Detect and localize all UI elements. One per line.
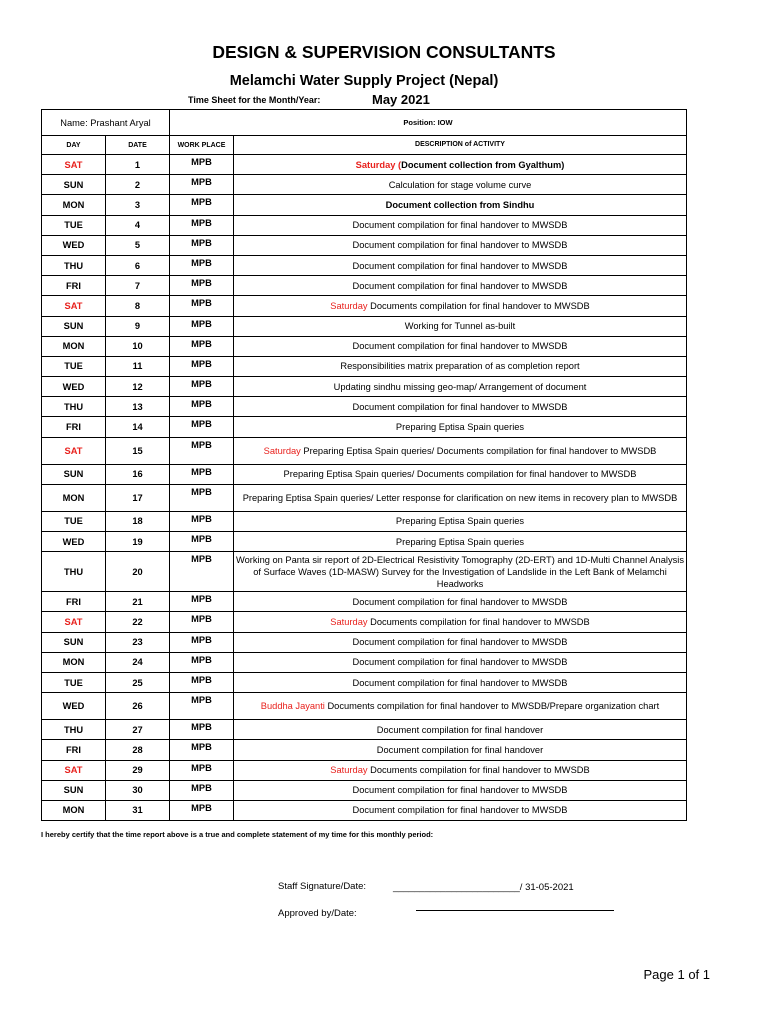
day-cell: TUE xyxy=(42,672,106,692)
day-cell: THU xyxy=(42,720,106,740)
day-cell: THU xyxy=(42,255,106,275)
description-text: Preparing Eptisa Spain queries/ Documents compilation for final handover to MWSDB xyxy=(300,445,657,456)
table-row xyxy=(42,437,687,464)
day-cell: WED xyxy=(42,532,106,552)
date-cell: 7 xyxy=(106,276,170,296)
description-highlight: Saturday xyxy=(330,765,368,776)
day-cell: WED xyxy=(42,693,106,720)
description-cell xyxy=(234,255,687,275)
table-row xyxy=(42,417,687,437)
day-cell: SUN xyxy=(42,464,106,484)
work-place-cell: MPB xyxy=(170,740,234,760)
date-cell: 12 xyxy=(106,377,170,397)
description-highlight: Saturday xyxy=(330,300,368,311)
date-cell: 22 xyxy=(106,612,170,632)
description-text: Document compilation for final handover to MWSDB xyxy=(352,785,568,796)
date-cell: 6 xyxy=(106,255,170,275)
description-cell xyxy=(234,235,687,255)
table-row xyxy=(42,235,687,255)
work-place-cell: MPB xyxy=(170,511,234,531)
description-cell xyxy=(234,296,687,316)
date-cell: 14 xyxy=(106,417,170,437)
date-cell: 24 xyxy=(106,652,170,672)
work-place-cell: MPB xyxy=(170,464,234,484)
description-cell xyxy=(234,175,687,195)
description-cell xyxy=(234,437,687,464)
description-cell xyxy=(234,356,687,376)
table-row xyxy=(42,276,687,296)
date-cell: 26 xyxy=(106,693,170,720)
description-text: Preparing Eptisa Spain queries/ Letter response for clarification on new items in recovery plan to MWSDB xyxy=(242,492,678,503)
table-row xyxy=(42,356,687,376)
description-highlight: Saturday ( xyxy=(355,159,402,170)
description-cell xyxy=(234,276,687,296)
work-place-cell: MPB xyxy=(170,532,234,552)
description-cell xyxy=(234,740,687,760)
day-cell: MON xyxy=(42,336,106,356)
description-text: Documents compilation for final handover to MWSDB xyxy=(367,616,590,627)
work-place-cell: MPB xyxy=(170,780,234,800)
table-row xyxy=(42,484,687,511)
description-text: Document compilation for final handover to MWSDB xyxy=(352,260,568,271)
description-text: Document compilation for final handover to MWSDB xyxy=(352,220,568,231)
description-text: Preparing Eptisa Spain queries xyxy=(395,536,525,547)
project-subtitle: Melamchi Water Supply Project (Nepal) xyxy=(229,73,499,89)
description-text: Document compilation for final handover to MWSDB xyxy=(352,657,568,668)
work-place-cell: MPB xyxy=(170,437,234,464)
table-row xyxy=(42,195,687,215)
day-cell: SAT xyxy=(42,437,106,464)
work-place-cell: MPB xyxy=(170,417,234,437)
table-row xyxy=(42,255,687,275)
description-cell xyxy=(234,760,687,780)
date-cell: 9 xyxy=(106,316,170,336)
description-text: Document compilation for final handover to MWSDB xyxy=(352,341,568,352)
table-row xyxy=(42,336,687,356)
description-text: Preparing Eptisa Spain queries xyxy=(395,422,525,433)
day-cell: SAT xyxy=(42,612,106,632)
description-cell xyxy=(234,632,687,652)
day-cell: WED xyxy=(42,377,106,397)
column-header-description: DESCRIPTION of ACTIVITY xyxy=(234,136,687,155)
description-cell xyxy=(234,336,687,356)
work-place-cell: MPB xyxy=(170,652,234,672)
date-cell: 4 xyxy=(106,215,170,235)
signature-value: ________________________/ 31-05-2021 xyxy=(393,882,574,893)
description-text: Document compilation for final handover to MWSDB xyxy=(352,401,568,412)
day-cell: FRI xyxy=(42,417,106,437)
description-cell xyxy=(234,552,687,592)
date-cell: 19 xyxy=(106,532,170,552)
description-text: Preparing Eptisa Spain queries/ Documents compilation for final handover to MWSDB xyxy=(283,469,637,480)
description-cell xyxy=(234,672,687,692)
work-place-cell: MPB xyxy=(170,175,234,195)
description-cell xyxy=(234,720,687,740)
work-place-cell: MPB xyxy=(170,276,234,296)
info-row xyxy=(42,110,687,136)
day-cell: SAT xyxy=(42,296,106,316)
description-highlight: Saturday xyxy=(263,445,301,456)
date-cell: 1 xyxy=(106,155,170,175)
date-cell: 28 xyxy=(106,740,170,760)
column-header-date: DATE xyxy=(106,136,170,155)
description-text: Responsibilities matrix preparation of as completion report xyxy=(340,361,580,372)
work-place-cell: MPB xyxy=(170,215,234,235)
employee-name: Name: Prashant Aryal xyxy=(42,110,170,136)
description-text: Updating sindhu missing geo-map/ Arrangement of document xyxy=(333,381,587,392)
date-cell: 10 xyxy=(106,336,170,356)
date-cell: 21 xyxy=(106,592,170,612)
day-cell: SUN xyxy=(42,316,106,336)
description-text: Document collection from Gyalthum) xyxy=(401,159,565,170)
description-cell xyxy=(234,417,687,437)
date-cell: 20 xyxy=(106,552,170,592)
description-cell xyxy=(234,195,687,215)
description-text: Document compilation for final handover xyxy=(376,724,544,735)
date-cell: 17 xyxy=(106,484,170,511)
day-cell: MON xyxy=(42,195,106,215)
day-cell: SUN xyxy=(42,175,106,195)
work-place-cell: MPB xyxy=(170,672,234,692)
date-cell: 29 xyxy=(106,760,170,780)
description-text: Calculation for stage volume curve xyxy=(388,179,532,190)
employee-position: Position: IOW xyxy=(170,110,687,136)
description-text: Document compilation for final handover to MWSDB xyxy=(352,637,568,648)
description-cell xyxy=(234,693,687,720)
description-cell xyxy=(234,532,687,552)
work-place-cell: MPB xyxy=(170,356,234,376)
day-cell: WED xyxy=(42,235,106,255)
work-place-cell: MPB xyxy=(170,612,234,632)
description-cell xyxy=(234,377,687,397)
approved-signature-line xyxy=(416,910,614,911)
work-place-cell: MPB xyxy=(170,800,234,820)
description-cell xyxy=(234,592,687,612)
description-text: Working on Panta sir report of 2D-Electrical Resistivity Tomography (2D-ERT) and 1D-Multi Channel Analysis of Surface Waves (1D-MASW) Survey for the Investigation of Landslide in the Left Bank of Melamchi Headworks xyxy=(236,554,684,589)
date-cell: 18 xyxy=(106,511,170,531)
description-text: Document compilation for final handover to MWSDB xyxy=(352,596,568,607)
description-text: Document compilation for final handover to MWSDB xyxy=(352,280,568,291)
day-cell: THU xyxy=(42,397,106,417)
description-cell xyxy=(234,464,687,484)
description-text: Document compilation for final handover xyxy=(376,744,544,755)
work-place-cell: MPB xyxy=(170,235,234,255)
date-cell: 27 xyxy=(106,720,170,740)
table-row xyxy=(42,780,687,800)
table-row xyxy=(42,800,687,820)
month-value: May 2021 xyxy=(372,92,430,107)
day-cell: MON xyxy=(42,484,106,511)
table-row xyxy=(42,155,687,175)
document-title: DESIGN & SUPERVISION CONSULTANTS xyxy=(212,42,556,62)
description-text: Documents compilation for final handover to MWSDB/Prepare organization chart xyxy=(324,701,660,712)
work-place-cell: MPB xyxy=(170,592,234,612)
description-text: Document collection from Sindhu xyxy=(385,199,535,210)
table-row xyxy=(42,652,687,672)
day-cell: FRI xyxy=(42,276,106,296)
description-highlight: Buddha Jayanti xyxy=(260,701,325,712)
day-cell: SUN xyxy=(42,632,106,652)
date-cell: 16 xyxy=(106,464,170,484)
date-cell: 8 xyxy=(106,296,170,316)
signature-label: Staff Signature/Date: xyxy=(278,881,367,892)
certification-statement: I hereby certify that the time report above is a true and complete statement of my time for this monthly period: xyxy=(41,830,434,839)
table-row xyxy=(42,720,687,740)
description-cell xyxy=(234,215,687,235)
page-number: Page 1 of 1 xyxy=(643,967,710,982)
day-cell: THU xyxy=(42,552,106,592)
work-place-cell: MPB xyxy=(170,255,234,275)
table-row xyxy=(42,532,687,552)
description-cell xyxy=(234,780,687,800)
work-place-cell: MPB xyxy=(170,336,234,356)
approved-label: Approved by/Date: xyxy=(278,908,357,919)
work-place-cell: MPB xyxy=(170,552,234,592)
table-row xyxy=(42,316,687,336)
table-row xyxy=(42,693,687,720)
work-place-cell: MPB xyxy=(170,760,234,780)
work-place-cell: MPB xyxy=(170,397,234,417)
column-header-row xyxy=(42,136,687,155)
month-label: Time Sheet for the Month/Year: xyxy=(188,95,321,105)
date-cell: 15 xyxy=(106,437,170,464)
date-cell: 30 xyxy=(106,780,170,800)
description-cell xyxy=(234,155,687,175)
table-row xyxy=(42,592,687,612)
day-cell: SAT xyxy=(42,155,106,175)
table-row xyxy=(42,296,687,316)
column-header-day: DAY xyxy=(42,136,106,155)
date-cell: 25 xyxy=(106,672,170,692)
work-place-cell: MPB xyxy=(170,693,234,720)
work-place-cell: MPB xyxy=(170,155,234,175)
day-cell: MON xyxy=(42,652,106,672)
date-cell: 31 xyxy=(106,800,170,820)
day-cell: SUN xyxy=(42,780,106,800)
day-cell: MON xyxy=(42,800,106,820)
description-highlight: Saturday xyxy=(330,616,368,627)
table-row xyxy=(42,397,687,417)
table-row xyxy=(42,464,687,484)
table-row xyxy=(42,175,687,195)
table-row xyxy=(42,760,687,780)
date-cell: 13 xyxy=(106,397,170,417)
description-cell xyxy=(234,316,687,336)
work-place-cell: MPB xyxy=(170,316,234,336)
date-cell: 5 xyxy=(106,235,170,255)
date-cell: 23 xyxy=(106,632,170,652)
day-cell: TUE xyxy=(42,356,106,376)
description-text: Documents compilation for final handover to MWSDB xyxy=(367,300,590,311)
table-row xyxy=(42,511,687,531)
day-cell: TUE xyxy=(42,511,106,531)
timesheet-table xyxy=(41,109,687,821)
description-text: Working for Tunnel as-built xyxy=(404,321,516,332)
work-place-cell: MPB xyxy=(170,377,234,397)
date-cell: 2 xyxy=(106,175,170,195)
description-text: Document compilation for final handover to MWSDB xyxy=(352,805,568,816)
description-text: Document compilation for final handover to MWSDB xyxy=(352,240,568,251)
description-text: Documents compilation for final handover to MWSDB xyxy=(367,765,590,776)
description-cell xyxy=(234,397,687,417)
description-cell xyxy=(234,511,687,531)
work-place-cell: MPB xyxy=(170,484,234,511)
table-row xyxy=(42,632,687,652)
description-text: Preparing Eptisa Spain queries xyxy=(395,516,525,527)
day-cell: SAT xyxy=(42,760,106,780)
description-cell xyxy=(234,612,687,632)
description-cell xyxy=(234,652,687,672)
work-place-cell: MPB xyxy=(170,720,234,740)
work-place-cell: MPB xyxy=(170,632,234,652)
table-row xyxy=(42,377,687,397)
table-row xyxy=(42,552,687,592)
column-header-work-place: WORK PLACE xyxy=(170,136,234,155)
description-text: Document compilation for final handover to MWSDB xyxy=(352,677,568,688)
date-cell: 3 xyxy=(106,195,170,215)
work-place-cell: MPB xyxy=(170,296,234,316)
description-cell xyxy=(234,484,687,511)
table-row xyxy=(42,740,687,760)
day-cell: FRI xyxy=(42,740,106,760)
work-place-cell: MPB xyxy=(170,195,234,215)
table-row xyxy=(42,612,687,632)
description-cell xyxy=(234,800,687,820)
day-cell: TUE xyxy=(42,215,106,235)
date-cell: 11 xyxy=(106,356,170,376)
table-row xyxy=(42,672,687,692)
day-cell: FRI xyxy=(42,592,106,612)
table-row xyxy=(42,215,687,235)
